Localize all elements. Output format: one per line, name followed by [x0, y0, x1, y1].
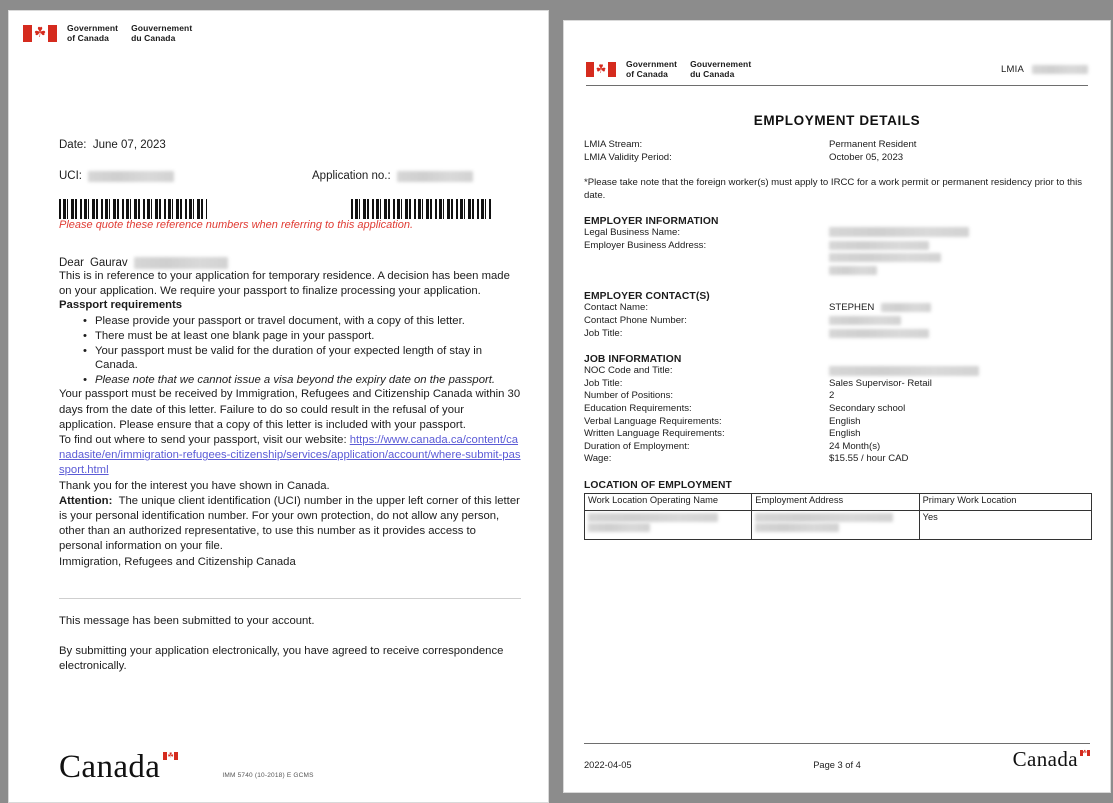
- submitted-note: This message has been submitted to your account.: [59, 614, 315, 627]
- legal-business-name-row: [584, 227, 1092, 240]
- field-value-redacted: [829, 315, 1092, 328]
- electronic-note: By submitting your application electronically, you have agreed to receive correspondence electronically.: [59, 645, 504, 673]
- field-value: STEPHEN: [829, 302, 1092, 315]
- field-label: Verbal Language Requirements:: [584, 415, 722, 427]
- location-of-employment-heading: LOCATION OF EMPLOYMENT: [584, 479, 732, 491]
- attention-paragraph: [59, 494, 521, 555]
- table-header-row: [585, 493, 1092, 510]
- right-page-footer: [584, 749, 1090, 770]
- field-value: Permanent Resident: [829, 139, 917, 150]
- website-paragraph: [59, 433, 521, 479]
- form-code: IMM 5740 (10-2018) E GCMS: [222, 772, 314, 779]
- salutation-surname-redacted: [134, 257, 228, 269]
- page-title: EMPLOYMENT DETAILS: [753, 113, 921, 128]
- verbal-language-requirements-row: [584, 416, 1092, 429]
- attention-text: The unique client identification (UCI) number in the upper left corner of this letter is your personal identification number. For your own protection, do not allow any person, other than an authorized representative, to use this number as it provides access to personal information on your file.: [59, 494, 520, 553]
- field-value-redacted: [829, 365, 1092, 378]
- canada-wordmark: Canada ☘: [59, 751, 178, 784]
- salutation-first-name: Gaurav: [89, 257, 128, 269]
- column-header-primary-work-location: Primary Work Location: [919, 493, 1091, 510]
- field-value: $15.55 / hour CAD: [829, 453, 909, 465]
- reference-quote-note: Please quote these reference numbers when referring to this application.: [59, 219, 414, 231]
- education-requirements-row: [584, 403, 1092, 416]
- employment-details-page-right: [563, 20, 1111, 793]
- employment-details-content: [584, 139, 1092, 540]
- field-value: 2: [829, 390, 835, 402]
- lmia-validity-period-row: [584, 152, 1092, 165]
- right-page-header: [586, 59, 1088, 86]
- field-label: Contact Name:: [584, 302, 648, 314]
- cell-employment-address: [752, 510, 919, 539]
- lmia-number-field: [1001, 64, 1088, 75]
- uci-value-redacted: [88, 171, 174, 182]
- list-item: • Please provide your passport or travel document, with a copy of this letter.: [83, 314, 521, 329]
- location-of-employment-table: [584, 493, 1092, 540]
- signature-wordmark: [67, 23, 192, 43]
- signature-english: Government of Canada: [626, 59, 678, 79]
- table-row: [585, 510, 1092, 539]
- date-value: June 07, 2023: [92, 139, 166, 151]
- maple-leaf-icon: ☘: [1082, 749, 1088, 756]
- maple-leaf-icon: ☘: [33, 25, 47, 41]
- job-information-heading: JOB INFORMATION: [584, 354, 682, 366]
- application-no-label: Application no.:: [312, 170, 391, 182]
- deadline-paragraph: Your passport must be received by Immigration, Refugees and Citizenship Canada within 30 days from the date of this letter. Failure to do so could result in the refusal of your application. Please ensure that a copy of this letter is included with your passport.: [59, 388, 521, 431]
- field-value: English: [829, 428, 861, 440]
- passport-requirements-heading: Passport requirements: [59, 299, 183, 312]
- column-header-employment-address: Employment Address: [752, 493, 919, 510]
- uci-label: UCI:: [59, 170, 82, 182]
- field-label: Contact Phone Number:: [584, 314, 687, 326]
- government-of-canada-signature-right: [586, 59, 751, 79]
- intro-paragraph: This is in reference to your application for temporary residence. A decision has been made on your application. We require your passport to finalize processing your application.: [59, 270, 510, 298]
- duration-of-employment-row: [584, 441, 1092, 454]
- field-label: LMIA Validity Period:: [584, 151, 672, 163]
- lmia-value-redacted: [1032, 65, 1088, 74]
- field-label: Duration of Employment:: [584, 440, 690, 452]
- uci-barcode: [59, 199, 207, 219]
- signature-french: Gouvernement du Canada: [690, 59, 752, 79]
- signature-wordmark: [626, 59, 751, 79]
- letter-body: [59, 139, 521, 674]
- footer-date: 2022-04-05: [584, 760, 632, 770]
- field-label: Employer Business Address:: [584, 239, 707, 251]
- contact-name-row: [584, 302, 1092, 315]
- field-value-redacted: [829, 240, 1092, 278]
- field-value: October 05, 2023: [829, 151, 904, 163]
- section-divider: [59, 598, 521, 599]
- government-of-canada-signature-left: [23, 23, 192, 43]
- contact-phone-number-row: [584, 315, 1092, 328]
- field-value: 24 Month(s): [829, 440, 881, 452]
- wage-row: [584, 453, 1092, 466]
- employer-information-heading: EMPLOYER INFORMATION: [584, 216, 719, 227]
- thank-you-paragraph: Thank you for the interest you have shown in Canada.: [59, 479, 330, 492]
- cell-work-location-operating-name: [585, 510, 752, 539]
- field-label: Job Title:: [584, 377, 623, 389]
- salutation-label: Dear: [59, 257, 84, 269]
- field-label: NOC Code and Title:: [584, 365, 673, 377]
- wordmark-flag-icon: [163, 752, 178, 760]
- attention-label: Attention:: [59, 494, 113, 507]
- field-label: Education Requirements:: [584, 402, 692, 414]
- validity-note: *Please take note that the foreign worker(s) must apply to IRCC for a work permit or permanent residency prior to this date.: [584, 177, 1083, 201]
- field-value: Sales Supervisor- Retail: [829, 377, 932, 389]
- salutation-row: [59, 257, 521, 269]
- field-label: Job Title:: [584, 327, 623, 339]
- field-label: LMIA Stream:: [584, 139, 643, 150]
- list-item: • Please note that we cannot issue a visa beyond the expiry date on the passport.: [83, 373, 521, 388]
- application-no-barcode: [351, 199, 491, 219]
- employer-contacts-heading: EMPLOYER CONTACT(S): [584, 291, 710, 303]
- maple-leaf-icon: ☘: [167, 751, 175, 760]
- reference-numbers-row: [59, 170, 521, 182]
- field-label: Wage:: [584, 453, 612, 465]
- left-page-footer: [59, 751, 314, 784]
- job-title-row: [584, 378, 1092, 391]
- date-line: [59, 139, 521, 151]
- department-line: Immigration, Refugees and Citizenship Canada: [59, 555, 296, 568]
- website-lead-text: To find out where to send your passport, visit our website:: [59, 433, 347, 446]
- number-of-positions-row: [584, 390, 1092, 403]
- footer-divider: [584, 743, 1090, 744]
- application-no-value-redacted: [397, 171, 473, 182]
- list-item: • Your passport must be valid for the duration of your expected length of stay in Canada.: [83, 344, 521, 373]
- canada-flag-icon: [586, 62, 616, 77]
- passport-requirements-list: [59, 314, 521, 387]
- field-label: Legal Business Name:: [584, 227, 680, 238]
- submit-passport-link[interactable]: https://www.canada.ca/content/canadasite/en/immigration-refugees-citizenship/services/application/account/where-submit-passport.html: [59, 433, 521, 477]
- list-item: • There must be at least one blank page in your passport.: [83, 329, 521, 344]
- field-value: English: [829, 415, 861, 427]
- lmia-label: LMIA: [1001, 63, 1024, 75]
- lmia-stream-row: [584, 139, 1092, 152]
- column-header-work-location-operating-name: Work Location Operating Name: [585, 493, 752, 510]
- field-label: Number of Positions:: [584, 390, 674, 402]
- canada-flag-icon: [23, 25, 57, 42]
- date-label: Date:: [59, 139, 87, 151]
- page-indicator: Page 3 of 4: [813, 760, 861, 770]
- signature-english: Government of Canada: [67, 23, 119, 43]
- maple-leaf-icon: ☘: [595, 62, 607, 76]
- barcodes-row: [59, 199, 521, 219]
- canada-wordmark: Canada ☘: [1013, 749, 1090, 770]
- contact-job-title-row: [584, 328, 1092, 341]
- letter-page-left: [8, 10, 549, 803]
- field-value-redacted: [829, 328, 1092, 341]
- field-value-redacted: [829, 227, 1092, 240]
- cell-primary-work-location: Yes: [919, 510, 1091, 539]
- signature-french: Gouvernement du Canada: [131, 23, 193, 43]
- noc-code-and-title-row: [584, 365, 1092, 378]
- employer-business-address-row: [584, 240, 1092, 278]
- written-language-requirements-row: [584, 428, 1092, 441]
- field-value: Secondary school: [829, 402, 906, 414]
- field-label: Written Language Requirements:: [584, 428, 725, 440]
- wordmark-flag-icon: [1080, 750, 1090, 756]
